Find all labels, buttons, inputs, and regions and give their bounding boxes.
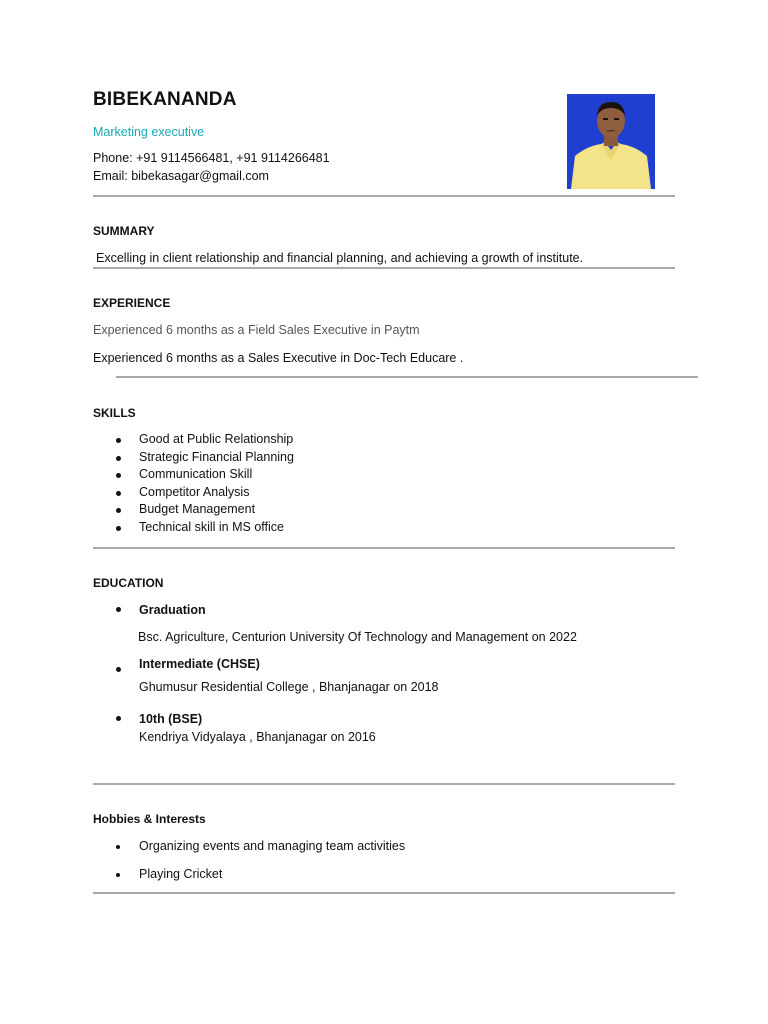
bullet-icon	[116, 716, 121, 721]
divider	[93, 267, 675, 269]
bullet-icon	[116, 508, 121, 513]
hobby-item: Organizing events and managing team activities	[139, 839, 406, 853]
hobby-item: Playing Cricket	[139, 867, 223, 881]
summary-heading: SUMMARY	[93, 224, 155, 238]
bullet-icon	[116, 438, 121, 443]
divider	[93, 783, 675, 785]
skills-list	[93, 431, 294, 537]
bullet-icon	[116, 473, 121, 478]
skill-label: Good at Public Relationship	[139, 432, 294, 446]
profile-photo	[567, 94, 655, 189]
skill-label: Communication Skill	[139, 467, 253, 482]
candidate-name: BIBEKANANDA	[93, 89, 237, 110]
education-title: 10th (BSE)	[139, 712, 203, 726]
email-address: Email: bibekasagar@gmail.com	[93, 169, 269, 183]
experience-item: Experienced 6 months as a Sales Executive in Doc-Tech Educare .	[93, 351, 464, 365]
divider	[93, 892, 675, 894]
skill-item	[93, 519, 294, 537]
bullet-icon	[116, 873, 120, 877]
skill-label: Technical skill in MS office	[139, 519, 284, 534]
person-portrait-icon	[567, 94, 655, 189]
divider	[116, 376, 698, 378]
education-detail: Bsc. Agriculture, Centurion University Of Technology and Management on 2022	[138, 630, 577, 644]
education-title: Intermediate (CHSE)	[139, 657, 260, 671]
divider	[93, 547, 675, 549]
divider	[93, 195, 675, 197]
experience-heading: EXPERIENCE	[93, 296, 171, 310]
education-heading: EDUCATION	[93, 576, 164, 590]
skill-item	[93, 466, 294, 484]
education-detail: Kendriya Vidyalaya , Bhanjanagar on 2016	[139, 730, 376, 744]
education-detail: Ghumusur Residential College , Bhanjanagar on 2018	[139, 680, 439, 694]
bullet-icon	[116, 456, 121, 461]
skill-item	[93, 449, 294, 467]
bullet-icon	[116, 667, 121, 672]
job-title: Marketing executive	[93, 125, 205, 139]
skill-label: Competitor Analysis	[139, 484, 250, 499]
bullet-icon	[116, 491, 121, 496]
skill-item	[93, 484, 294, 502]
skill-label: Budget Management	[139, 502, 256, 517]
experience-item: Experienced 6 months as a Field Sales Executive in Paytm	[93, 323, 420, 337]
bullet-icon	[116, 526, 121, 531]
bullet-icon	[116, 607, 121, 612]
skill-item	[93, 501, 294, 519]
hobbies-heading: Hobbies & Interests	[93, 812, 206, 826]
education-title: Graduation	[139, 603, 206, 617]
bullet-icon	[116, 845, 120, 849]
summary-text: Excelling in client relationship and financial planning, and achieving a growth of institute.	[96, 251, 584, 265]
skills-heading: SKILLS	[93, 406, 136, 420]
phone-number: Phone: +91 9114566481, +91 9114266481	[93, 151, 330, 165]
skill-label: Strategic Financial Planning	[139, 449, 294, 464]
skill-item	[93, 431, 294, 449]
